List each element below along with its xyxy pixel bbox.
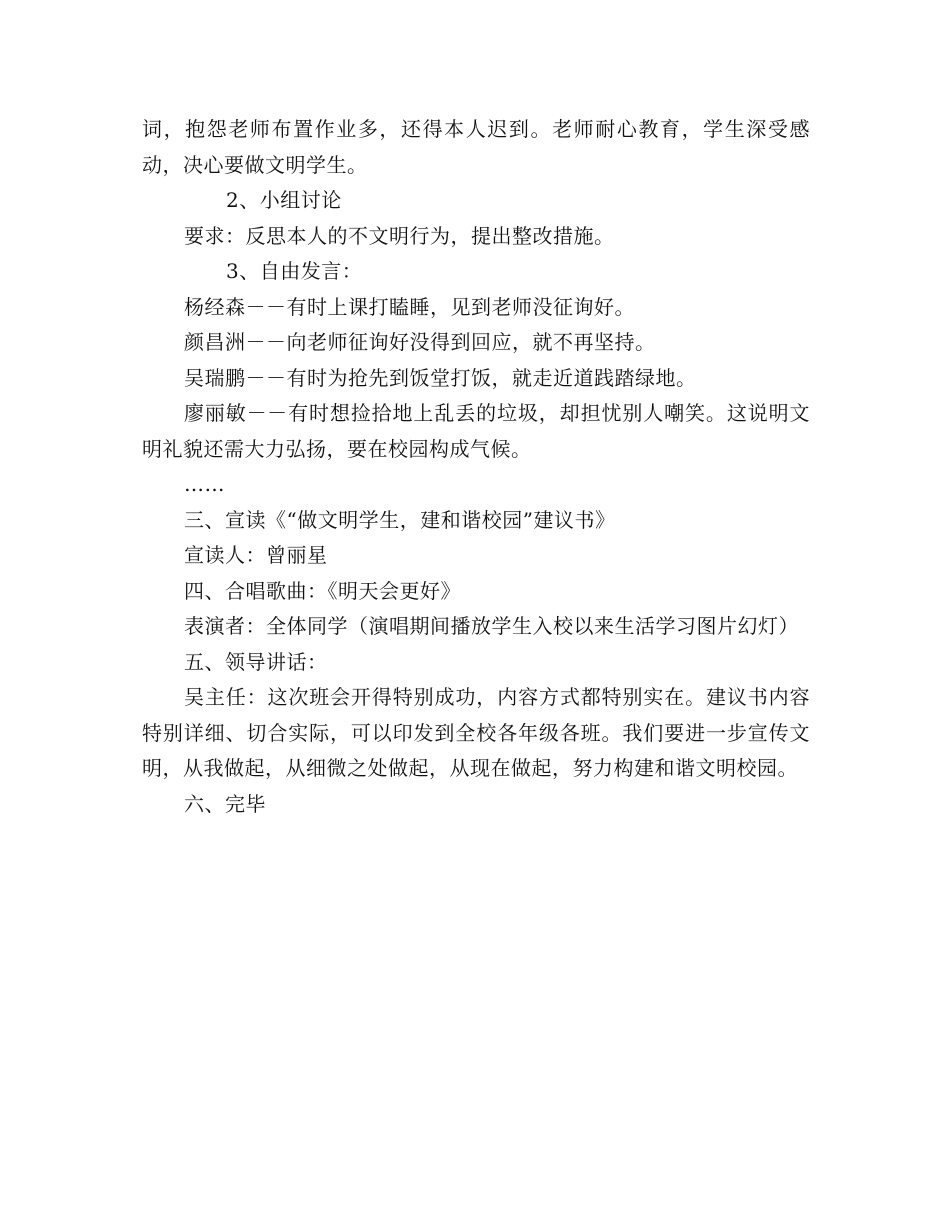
section-heading-song: 四、合唱歌曲：《明天会更好》 [184,578,461,603]
item-title: 小组讨论 [259,188,342,212]
item-title: 自由发言： [259,259,363,283]
speech-entry: 廖丽敏－－有时想捡拾地上乱丢的垃圾，却担忧别人嘲笑。这说明文明礼貌还需大力弘扬，要在校园构成气候。 [142,401,810,461]
section-heading-end: 六、完毕 [184,791,266,816]
paragraph-continuation: 词，抱怨老师布置作业多，还得本人迟到。老师耐心教育，学生深受感动，决心要做文明学生。 [142,117,810,177]
reader-line: 宣读人：曾丽星 [184,543,328,567]
speech-entry: 杨经森－－有时上课打瞌睡，见到老师没征询好。 [184,294,635,319]
item-number: 2、 [226,188,260,212]
item-free-speech [142,254,810,290]
item-number: 3、 [226,259,260,283]
section-heading-reading: 三、宣读《“做文明学生，建和谐校园”建议书》 [184,507,616,532]
item-group-discussion [142,183,810,219]
speech-entry: 吴瑞鹏－－有时为抢先到饭堂打饭，就走近道践踏绿地。 [184,365,697,390]
leader-speech: 吴主任：这次班会开得特别成功，内容方式都特别实在。建议书内容特别详细、切合实际，可以印发到全校各年级各班。我们要进一步宣传文明，从我做起，从细微之处做起，从现在做起，努力构建和谐文明校园。 [142,685,810,780]
speech-entry: 颜昌洲－－向老师征询好没得到回应，就不再坚持。 [184,330,656,354]
performer-line: 表演者：全体同学（演唱期间播放学生入校以来生活学习图片幻灯） [184,614,799,638]
paragraph-requirement: 要求：反思本人的不文明行为，提出整改措施。 [184,223,615,248]
document-body [142,112,810,822]
ellipsis: …… [184,472,225,496]
section-heading-speech: 五、领导讲话： [184,649,328,674]
